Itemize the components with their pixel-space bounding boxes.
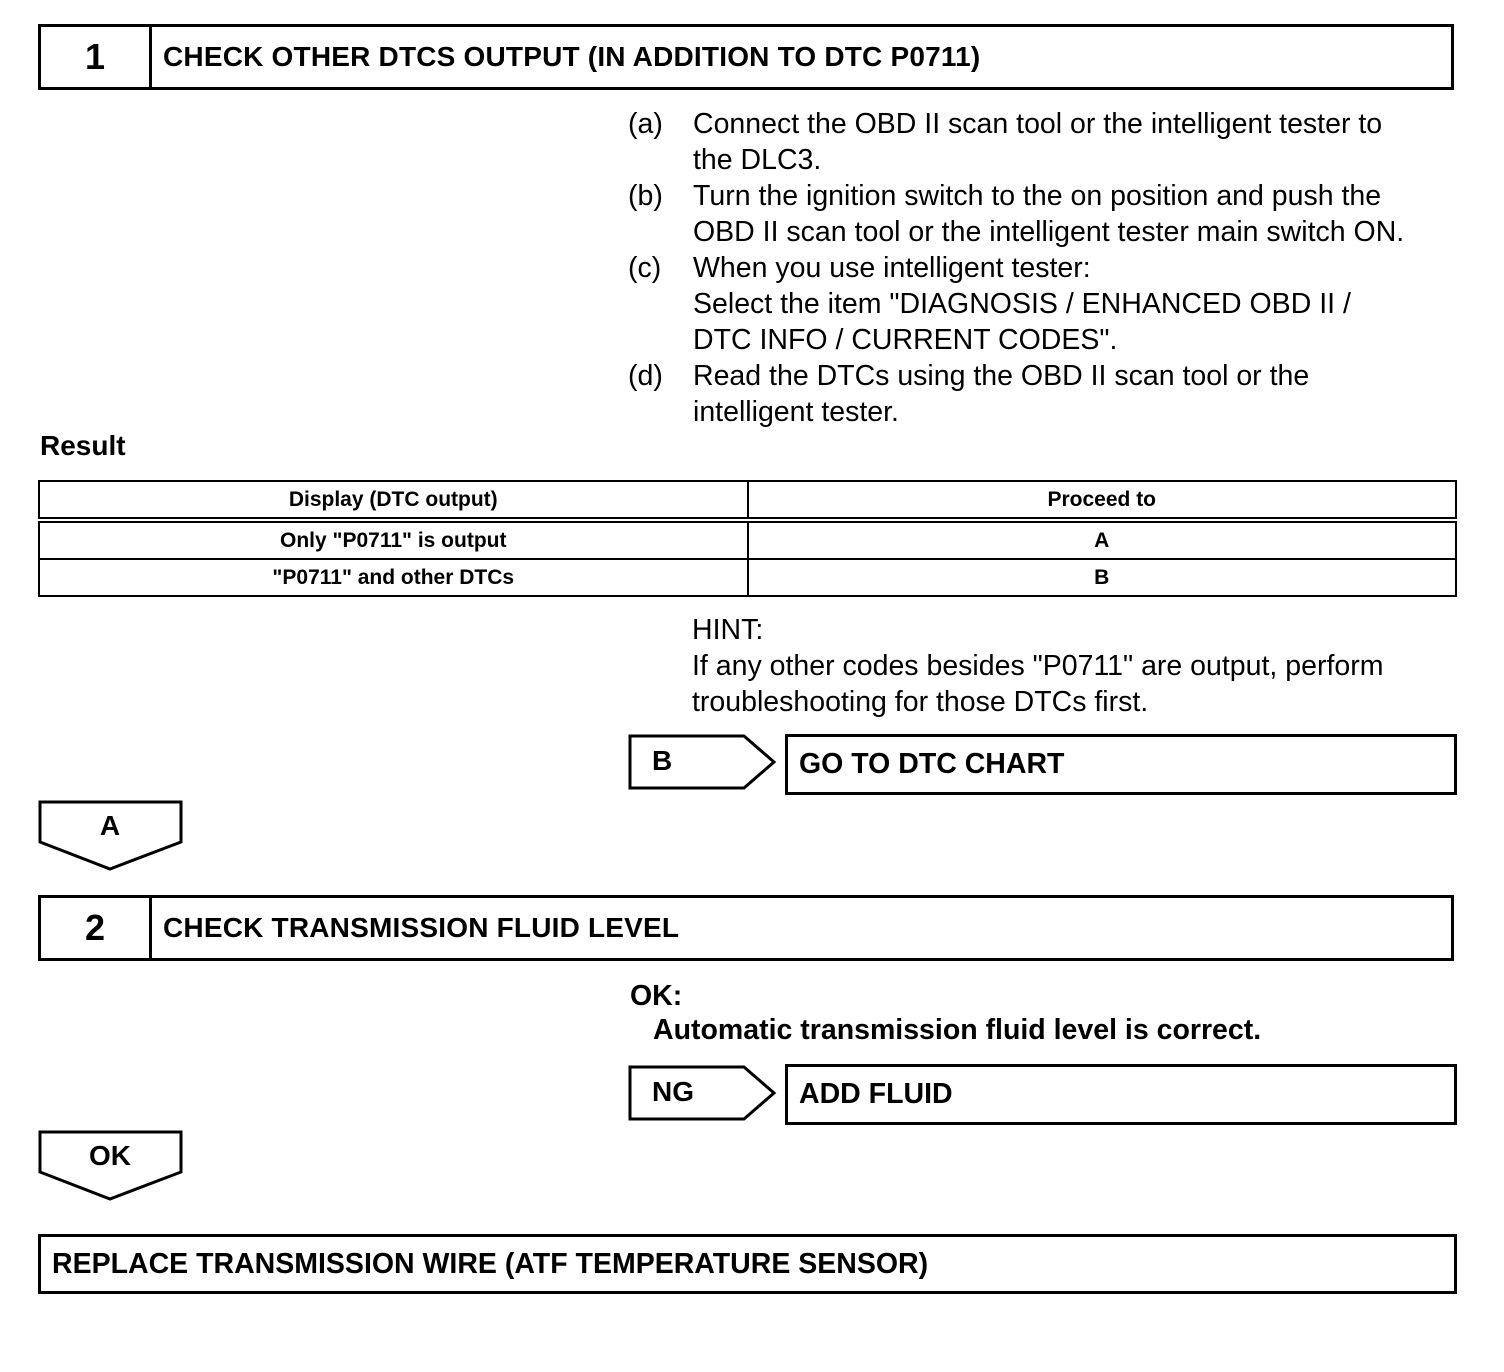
instruction-letter: (c) xyxy=(628,252,662,284)
next-tag-a[interactable] xyxy=(38,800,184,872)
branch-tag-b[interactable] xyxy=(628,734,778,790)
hint-text: If any other codes besides "P0711" are output, perform troubleshooting for those DTCs first. xyxy=(692,650,1384,718)
instruction-text: Connect the OBD II scan tool or the intelligent tester to the DLC3. xyxy=(693,108,1383,176)
instruction-letter: (a) xyxy=(628,108,663,140)
table-cell: "P0711" and other DTCs xyxy=(39,559,748,596)
final-action-box: REPLACE TRANSMISSION WIRE (ATF TEMPERATURE SENSOR) xyxy=(38,1234,1457,1294)
branch-tag-label: B xyxy=(652,745,673,776)
instruction-text: Turn the ignition switch to the on position and push the OBD II scan tool or the intelligent tester main switch ON. xyxy=(693,180,1405,248)
branch-tag-ng[interactable] xyxy=(628,1065,778,1121)
step-2-header xyxy=(38,895,1454,961)
table-header-row xyxy=(39,481,1456,520)
next-tag-label: A xyxy=(99,810,121,841)
step-1-header xyxy=(38,24,1454,90)
instruction-item xyxy=(628,250,1468,358)
branch-action-box[interactable]: ADD FLUID xyxy=(785,1064,1457,1125)
table-cell: Only "P0711" is output xyxy=(39,520,748,559)
instruction-text: When you use intelligent tester: Select the item "DIAGNOSIS / ENHANCED OBD II / DTC INFO / CURRENT CODES". xyxy=(693,252,1351,356)
right-arrow-tag-icon xyxy=(628,1065,778,1121)
step-number: 2 xyxy=(41,898,152,958)
table-cell: A xyxy=(748,520,1457,559)
ok-criteria-text: Automatic transmission fluid level is correct. xyxy=(653,1014,1262,1046)
step-number: 1 xyxy=(41,27,152,87)
instruction-item xyxy=(628,178,1468,250)
result-label: Result xyxy=(40,430,126,461)
ok-label: OK: xyxy=(630,980,683,1012)
next-tag-ok[interactable] xyxy=(38,1130,184,1202)
branch-tag-label: NG xyxy=(652,1076,694,1107)
table-header-cell: Display (DTC output) xyxy=(39,481,748,520)
hint-block xyxy=(692,612,1472,720)
instruction-text: Read the DTCs using the OBD II scan tool or the intelligent tester. xyxy=(693,360,1310,428)
instruction-list xyxy=(628,106,1468,430)
step-title: CHECK TRANSMISSION FLUID LEVEL xyxy=(163,912,680,943)
next-tag-label: OK xyxy=(89,1140,131,1171)
table-header-cell: Proceed to xyxy=(748,481,1457,520)
instruction-letter: (b) xyxy=(628,180,663,212)
step-title: CHECK OTHER DTCS OUTPUT (IN ADDITION TO DTC P0711) xyxy=(163,41,981,72)
branch-action-box[interactable]: GO TO DTC CHART xyxy=(785,734,1457,795)
table-row xyxy=(39,559,1456,596)
instruction-letter: (d) xyxy=(628,360,663,392)
result-table xyxy=(38,480,1457,597)
instruction-item xyxy=(628,106,1468,178)
table-cell: B xyxy=(748,559,1457,596)
instruction-item xyxy=(628,358,1468,430)
table-row xyxy=(39,520,1456,559)
right-arrow-tag-icon xyxy=(628,734,778,790)
hint-label: HINT: xyxy=(692,614,764,646)
